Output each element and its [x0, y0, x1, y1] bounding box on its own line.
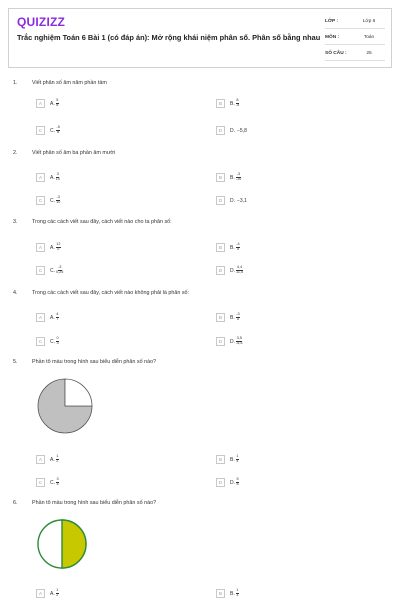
option-prefix: D.: [230, 267, 235, 274]
option-letter-box[interactable]: D: [216, 196, 225, 205]
option-fraction: [236, 243, 240, 252]
option-letter-box[interactable]: B: [216, 173, 225, 182]
meta-key: SỐ CÂU :: [325, 51, 347, 56]
answer-option[interactable]: [216, 243, 241, 252]
answer-option[interactable]: [216, 337, 244, 346]
fraction-denominator: -5: [235, 103, 240, 107]
fraction-numerator: 4: [56, 312, 59, 317]
fraction-numerator: 1: [236, 454, 239, 459]
option-letter-box[interactable]: A: [36, 313, 45, 322]
option-fraction: [56, 266, 63, 275]
unshaded-region: [65, 379, 92, 406]
fraction-numerator: 5: [236, 477, 239, 482]
circle-fraction-figure: [36, 377, 94, 435]
fraction-numerator: 1: [56, 588, 59, 593]
fraction-numerator: 3,5: [236, 336, 242, 341]
option-prefix: D.: [230, 338, 235, 345]
answer-option[interactable]: [36, 313, 60, 322]
option-letter-box[interactable]: C: [36, 196, 45, 205]
option-letter-box[interactable]: B: [216, 313, 225, 322]
question-text: Phần tô màu trong hình sau biểu diễn phân số nào?: [32, 500, 157, 506]
answer-option[interactable]: [36, 478, 60, 487]
question-number: 2.: [13, 150, 18, 156]
option-prefix: B.: [230, 314, 235, 321]
option-letter-box[interactable]: A: [36, 455, 45, 464]
answer-option[interactable]: [36, 243, 62, 252]
question-text: Phần tô màu trong hình sau biểu diễn phân số nào?: [32, 359, 157, 365]
option-prefix: B.: [230, 244, 235, 251]
fraction-numerator: 8: [236, 98, 239, 103]
option-prefix: B.: [230, 590, 235, 597]
option-prefix: A.: [50, 314, 55, 321]
fraction-denominator: 8: [236, 482, 239, 486]
fraction-numerator: -5: [56, 125, 60, 130]
option-letter-box[interactable]: B: [216, 243, 225, 252]
option-prefix: D.: [230, 127, 235, 134]
fraction-denominator: 5: [236, 247, 239, 251]
option-fraction: [236, 173, 242, 182]
option-letter-box[interactable]: A: [36, 589, 45, 598]
option-fraction: [236, 455, 239, 464]
answer-option[interactable]: [36, 196, 61, 205]
option-prefix: D.: [230, 197, 235, 204]
answer-option[interactable]: [36, 455, 60, 464]
option-letter-box[interactable]: C: [36, 266, 45, 275]
answer-option[interactable]: [216, 173, 242, 182]
option-fraction: [56, 589, 59, 598]
fraction-denominator: 10: [55, 177, 60, 181]
answer-option[interactable]: [36, 126, 61, 135]
option-fraction: [56, 196, 60, 205]
half-circle-figure: [36, 518, 88, 570]
fraction-denominator: -6,5: [236, 341, 243, 345]
option-fraction: [236, 589, 239, 598]
option-prefix: B.: [230, 174, 235, 181]
fraction-denominator: 4: [56, 482, 59, 486]
question-text: Viết phân số âm ba phần âm mười: [32, 150, 116, 156]
question-number: 3.: [13, 219, 18, 225]
fraction-denominator: 8: [56, 103, 59, 107]
option-prefix: A.: [50, 456, 55, 463]
option-fraction: [56, 126, 60, 135]
option-prefix: C.: [50, 127, 55, 134]
option-letter-box[interactable]: B: [216, 455, 225, 464]
fraction-denominator: 0,25: [56, 270, 64, 274]
option-letter-box[interactable]: B: [216, 99, 225, 108]
fraction-numerator: 3: [56, 477, 59, 482]
option-prefix: A.: [50, 244, 55, 251]
quizizz-logo: QUIZIZZ: [17, 15, 66, 29]
question-number: 6.: [13, 500, 18, 506]
meta-row-subject: [325, 31, 385, 45]
option-letter-box[interactable]: D: [216, 478, 225, 487]
question-number: 4.: [13, 290, 18, 296]
answer-option[interactable]: [36, 589, 60, 598]
option-fraction: [236, 266, 243, 275]
option-letter-box[interactable]: C: [36, 337, 45, 346]
answer-option[interactable]: [216, 455, 240, 464]
option-letter-box[interactable]: A: [36, 243, 45, 252]
option-text: −5,8: [237, 127, 247, 134]
option-fraction: [56, 313, 59, 322]
answer-option[interactable]: [216, 126, 247, 135]
option-fraction: [236, 313, 240, 322]
fraction-denominator: 7: [56, 317, 59, 321]
worksheet-title: Trắc nghiệm Toán 6 Bài 1 (có đáp án): Mở rộng khái niệm phân số. Phân số bằng nhau: [17, 33, 321, 42]
fraction-denominator: 3: [56, 341, 59, 345]
fraction-denominator: 4: [236, 459, 239, 463]
option-letter-box[interactable]: A: [36, 173, 45, 182]
option-prefix: D.: [230, 479, 235, 486]
option-prefix: A.: [50, 590, 55, 597]
option-prefix: A.: [50, 174, 55, 181]
fraction-denominator: 5: [236, 317, 239, 321]
option-fraction: [56, 173, 60, 182]
fraction-numerator: 1: [236, 588, 239, 593]
fraction-denominator: 0: [57, 247, 60, 251]
answer-option[interactable]: [36, 173, 61, 182]
meta-key: MÔN :: [325, 35, 340, 40]
meta-row-class: [325, 15, 385, 29]
answer-option[interactable]: [216, 196, 247, 205]
option-prefix: A.: [50, 100, 55, 107]
option-prefix: C.: [50, 479, 55, 486]
option-prefix: B.: [230, 456, 235, 463]
shaded-region: [62, 520, 86, 568]
answer-option[interactable]: [216, 478, 240, 487]
answer-option[interactable]: [216, 99, 240, 108]
meta-value: Toán: [363, 35, 375, 40]
option-letter-box[interactable]: C: [36, 126, 45, 135]
fraction-numerator: -3: [236, 312, 240, 317]
meta-value: Lớp 6: [362, 19, 376, 24]
option-text: −3,1: [237, 197, 247, 204]
fraction-numerator: 1: [56, 454, 59, 459]
meta-value: 25: [366, 51, 372, 56]
fraction-numerator: 5: [56, 98, 59, 103]
answer-option[interactable]: [216, 589, 240, 598]
option-fraction: [56, 243, 61, 252]
worksheet-header: [8, 8, 392, 68]
question-text: Trong các cách viết sau đây, cách viết nào không phải là phân số:: [32, 290, 190, 296]
question-number: 1.: [13, 80, 18, 86]
option-fraction: [56, 99, 59, 108]
fraction-numerator: 0: [56, 336, 59, 341]
question-number: 5.: [13, 359, 18, 365]
answer-option[interactable]: [36, 99, 60, 108]
option-prefix: C.: [50, 338, 55, 345]
option-fraction: [236, 99, 239, 108]
option-prefix: C.: [50, 267, 55, 274]
answer-option[interactable]: [216, 266, 244, 275]
answer-option[interactable]: [216, 313, 241, 322]
option-prefix: C.: [50, 197, 55, 204]
option-letter-box[interactable]: C: [36, 478, 45, 487]
fraction-numerator: 12: [56, 242, 61, 247]
option-fraction: [56, 478, 59, 487]
fraction-numerator: 4,4: [236, 265, 243, 270]
option-letter-box[interactable]: D: [216, 126, 225, 135]
meta-key: LỚP :: [325, 19, 339, 24]
option-fraction: [236, 337, 243, 346]
fraction-denominator: 11,5: [236, 270, 244, 274]
option-letter-box[interactable]: A: [36, 99, 45, 108]
fraction-denominator: 2: [56, 593, 59, 597]
fraction-numerator: -3: [236, 172, 241, 177]
option-prefix: B.: [230, 100, 235, 107]
worksheet-meta: [325, 15, 385, 63]
option-fraction: [236, 478, 239, 487]
option-letter-box[interactable]: D: [216, 337, 225, 346]
answer-option[interactable]: [36, 266, 64, 275]
fraction-numerator: -3: [56, 195, 60, 200]
fraction-denominator: 8: [57, 130, 60, 134]
fraction-denominator: 2: [56, 459, 59, 463]
answer-option[interactable]: [36, 337, 60, 346]
fraction-numerator: -3: [58, 265, 62, 270]
fraction-denominator: 10: [56, 200, 61, 204]
question-text: Trong các cách viết sau đây, cách viết nào cho ta phân số:: [32, 219, 172, 225]
question-text: Viết phân số âm năm phần tám: [32, 80, 107, 86]
option-letter-box[interactable]: D: [216, 266, 225, 275]
option-letter-box[interactable]: B: [216, 589, 225, 598]
option-fraction: [56, 455, 59, 464]
fraction-denominator: -10: [235, 177, 242, 181]
fraction-numerator: 3: [56, 172, 59, 177]
option-fraction: [56, 337, 59, 346]
meta-row-count: [325, 47, 385, 61]
fraction-denominator: 3: [236, 593, 239, 597]
fraction-numerator: -4: [236, 242, 240, 247]
